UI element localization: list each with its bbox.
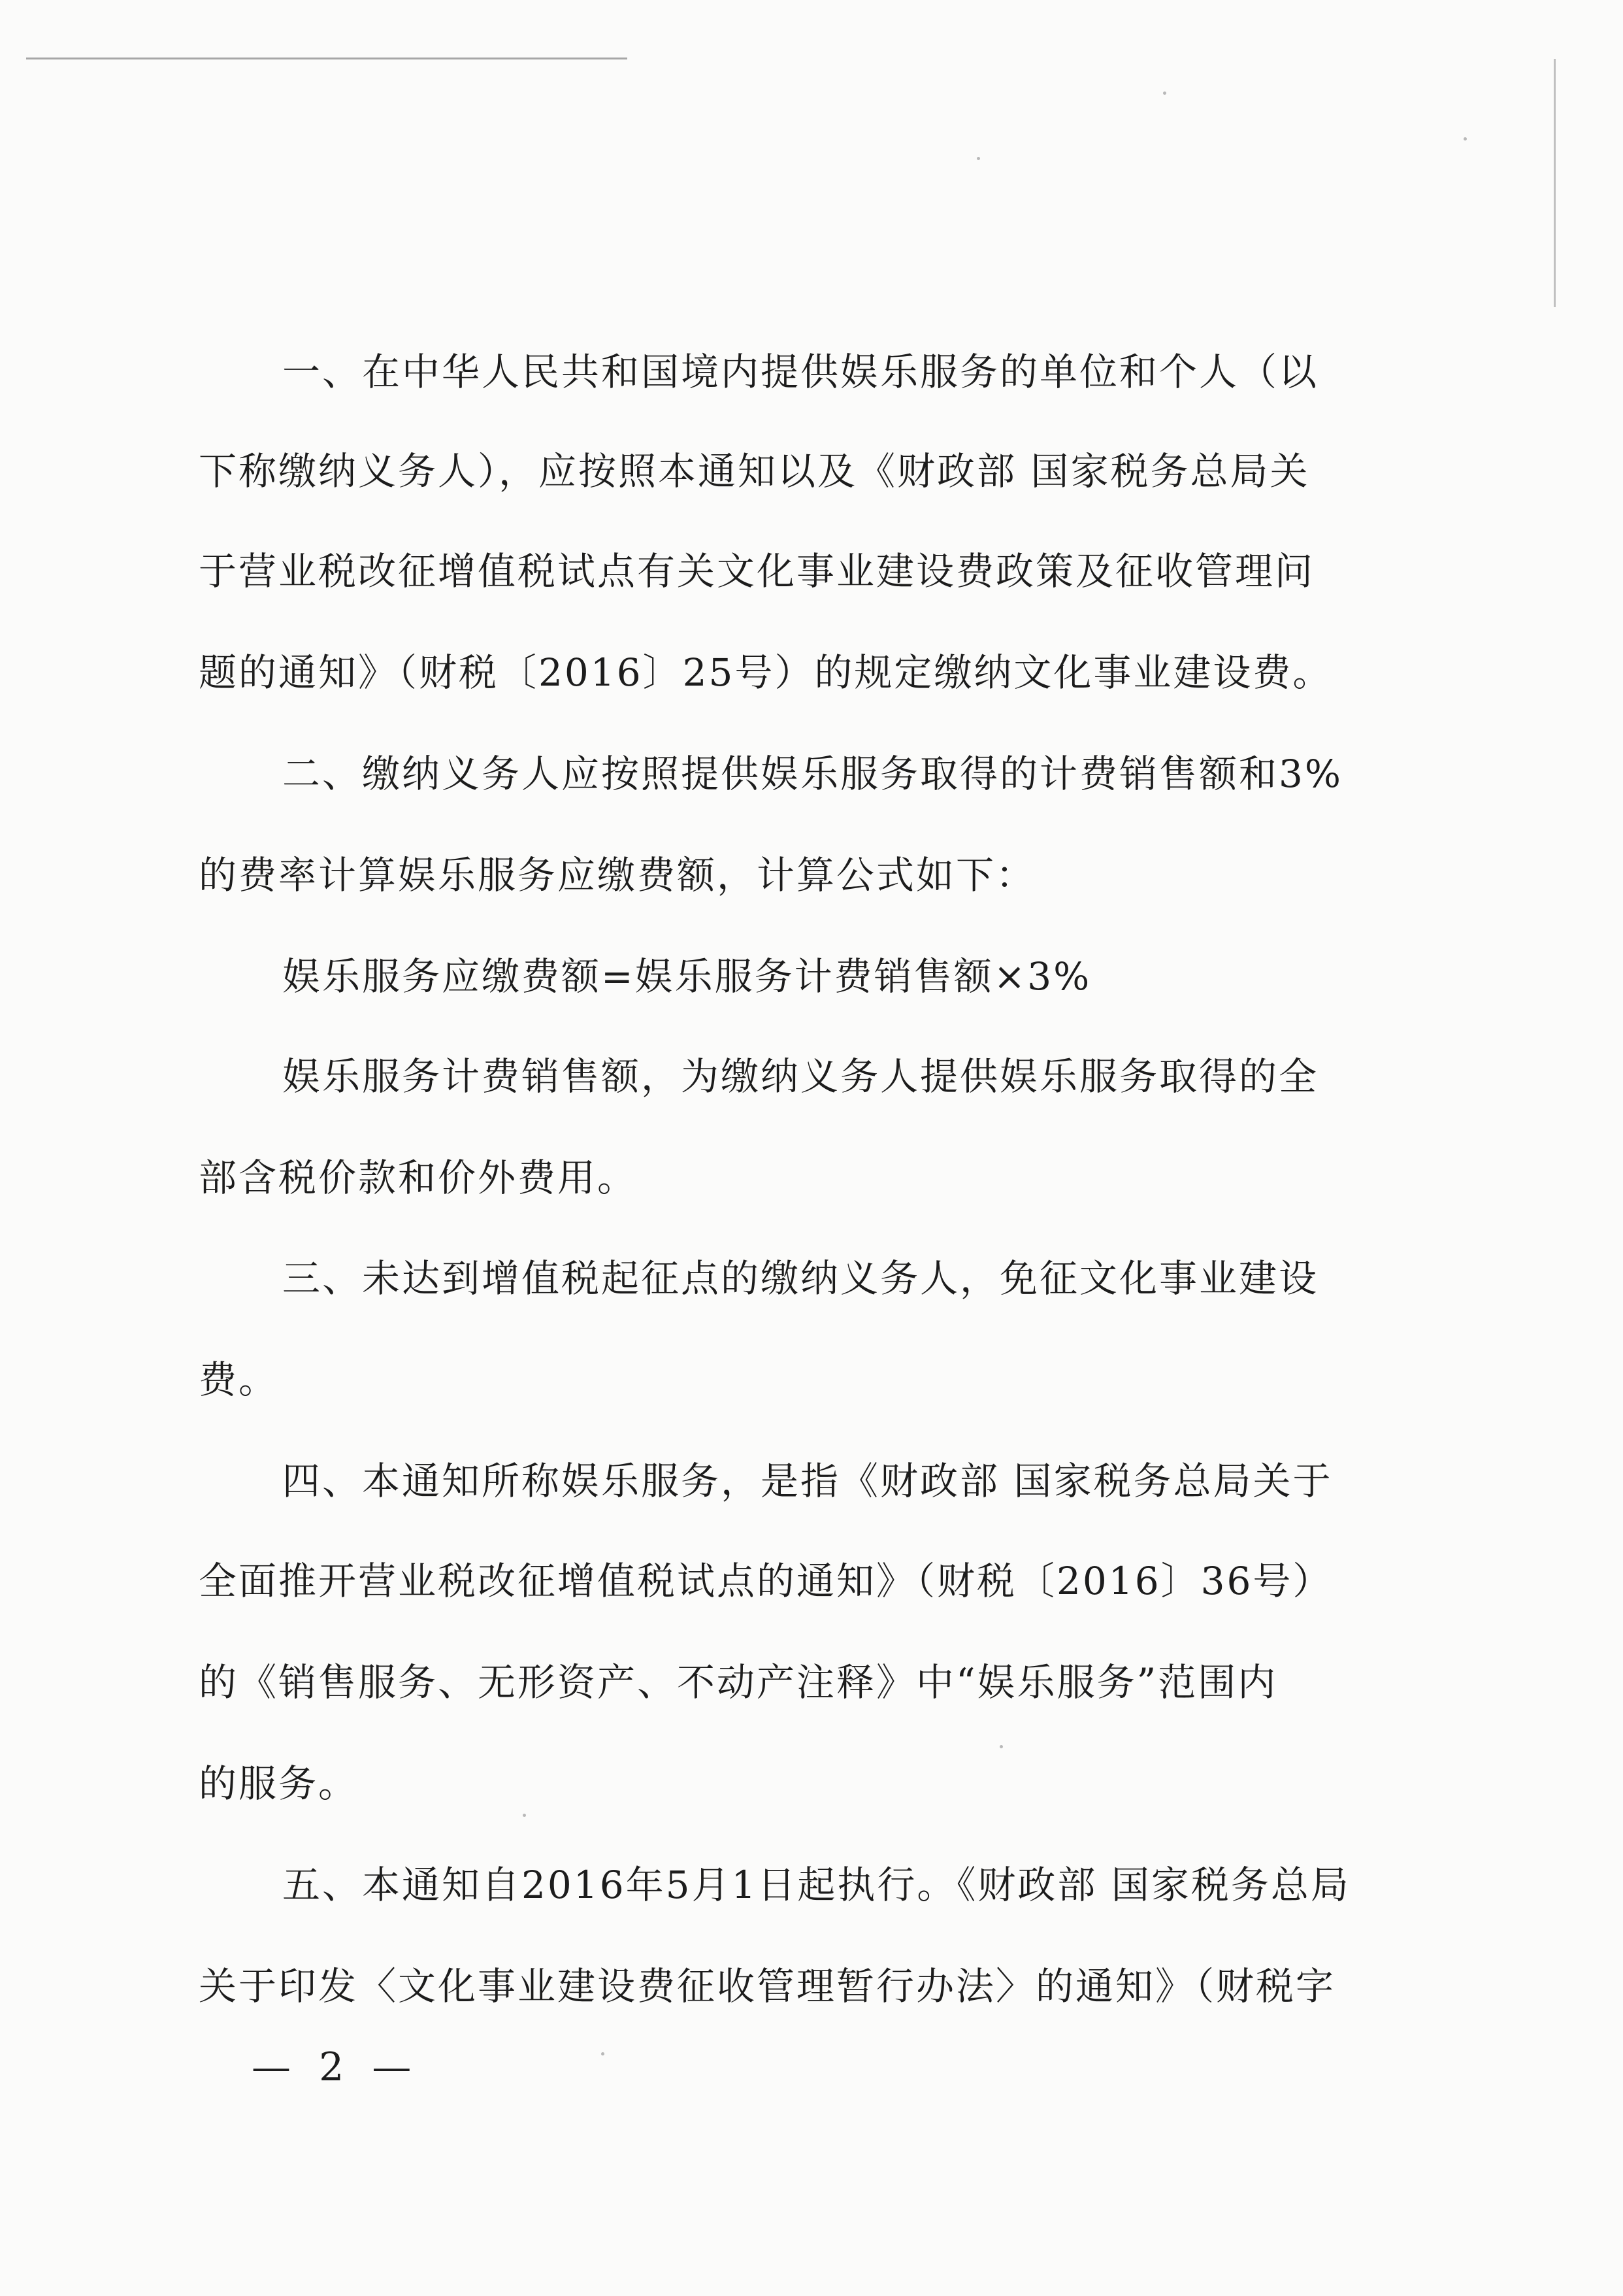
- paragraph-4-line-2: 费。: [199, 1357, 279, 1402]
- scan-speck: [601, 2052, 604, 2055]
- paragraph-1-line-2: 下称缴纳义务人），应按照本通知以及《财政部 国家税务总局关: [199, 449, 1310, 493]
- scan-artifact-line: [26, 58, 627, 59]
- scan-artifact-edge: [1554, 59, 1556, 307]
- paragraph-4-line-1: 三、未达到增值税起征点的缴纳义务人，免征文化事业建设: [282, 1256, 1319, 1301]
- paragraph-2-line-2: 的费率计算娱乐服务应缴费额，计算公式如下：: [199, 853, 1036, 897]
- paragraph-1-line-3: 于营业税改征增值税试点有关文化事业建设费政策及征收管理问: [199, 549, 1315, 593]
- paragraph-6-line-2: 关于印发〈文化事业建设费征收管理暂行办法〉的通知》（财税字: [199, 1964, 1336, 2008]
- paragraph-6-line-1: 五、本通知自2016年5月1日起执行。《财政部 国家税务总局: [282, 1863, 1351, 1907]
- paragraph-1-line-4: 题的通知》（财税〔2016〕25号）的规定缴纳文化事业建设费。: [199, 650, 1333, 695]
- scan-speck: [1464, 137, 1467, 141]
- paragraph-3-line-1: 娱乐服务计费销售额，为缴纳义务人提供娱乐服务取得的全: [282, 1054, 1319, 1099]
- scan-speck: [977, 157, 980, 160]
- formula-line: 娱乐服务应缴费额=娱乐服务计费销售额×3%: [282, 954, 1092, 999]
- paragraph-2-line-1: 二、缴纳义务人应按照提供娱乐服务取得的计费销售额和3%: [282, 752, 1343, 796]
- paragraph-5-line-1: 四、本通知所称娱乐服务，是指《财政部 国家税务总局关于: [282, 1459, 1333, 1503]
- scan-speck: [1163, 92, 1166, 95]
- scan-speck: [1000, 1745, 1003, 1748]
- paragraph-5-line-2: 全面推开营业税改征增值税试点的通知》（财税〔2016〕36号）: [199, 1559, 1333, 1603]
- paragraph-5-line-4: 的服务。: [199, 1761, 359, 1806]
- scan-speck: [523, 1814, 526, 1817]
- page-number: — 2 —: [252, 2044, 419, 2090]
- paragraph-1-line-1: 一、在中华人民共和国境内提供娱乐服务的单位和个人（以: [282, 350, 1319, 394]
- paragraph-5-line-3: 的《销售服务、无形资产、不动产注释》中“娱乐服务”范围内: [199, 1660, 1278, 1705]
- paragraph-3-line-2: 部含税价款和价外费用。: [199, 1156, 638, 1200]
